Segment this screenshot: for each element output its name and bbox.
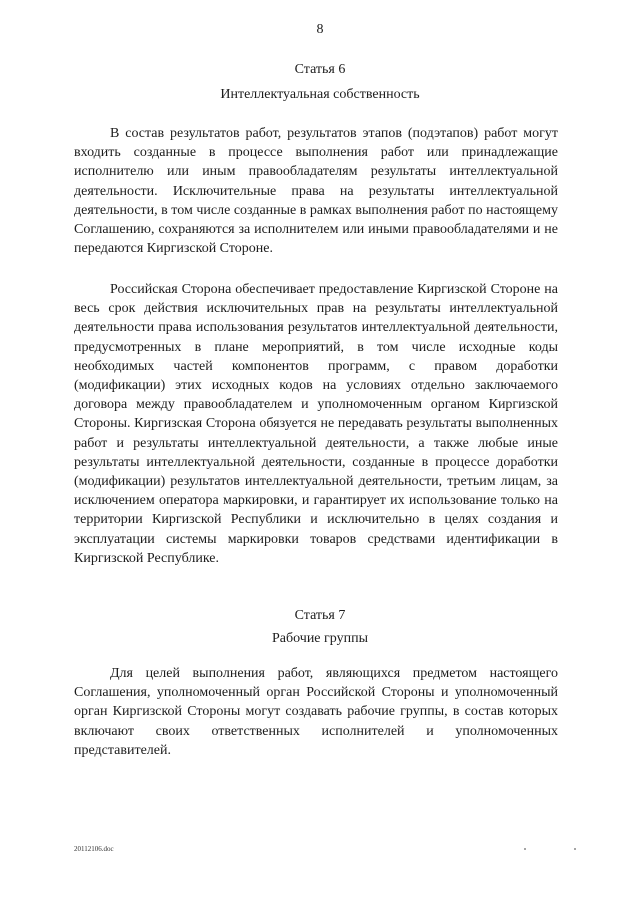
- scan-speck: [574, 848, 576, 850]
- page-number: 8: [316, 22, 324, 37]
- article-6-paragraph-1: В состав результатов работ, результатов этапов (подэтапов) работ могут входить созданные в процессе выполнения работ или принадлежащие исполнителю или иным правообладателям результаты интеллектуальной деятельности. Исключительные права на результаты интеллектуальной деятельности, в том числе созданные в рамках выполнения работ по настоящему Соглашению, сохраняются за исполнителем или иными правообладателями и не передаются Киргизской Стороне.: [74, 126, 558, 257]
- article-7-title: Рабочие группы: [272, 631, 368, 646]
- article-6-heading: Статья 6: [294, 62, 346, 77]
- article-6-title: Интеллектуальная собственность: [220, 87, 420, 102]
- scan-speck: [524, 848, 526, 850]
- article-6-paragraph-2: Российская Сторона обеспечивает предоставление Киргизской Стороне на весь срок действия исключительных прав на результаты интеллектуальной деятельности права использования результатов интеллектуальной деятельности, предусмотренных в плане мероприятий, в том числе исходные коды необходимых частей компонентов программ, с правом доработки (модификации) этих исходных кодов на условиях отдельно заключаемого договора между правообладателем и уполномоченным органом Киргизской Стороны. Киргизская Сторона обязуется не передавать результаты выполненных работ и результаты интеллектуальной деятельности, а также любые иные результаты интеллектуальной деятельности, созданные в процессе доработки (модификации) результатов интеллектуальной деятельности, третьим лицам, за исключением оператора маркировки, и гарантирует их использование только на территории Киргизской Республики и исключительно в целях создания и эксплуатации системы маркировки товаров средствами идентификации в Киргизской Республике.: [74, 282, 558, 566]
- footer-filename: 20112106.doc: [74, 845, 114, 853]
- article-7-heading: Статья 7: [294, 608, 346, 623]
- article-7-paragraph-1: Для целей выполнения работ, являющихся предметом настоящего Соглашения, уполномоченный орган Российской Стороны и уполномоченный орган Киргизской Стороны могут создавать рабочие группы, в состав которых включают своих ответственных исполнителей и уполномоченных представителей.: [74, 666, 558, 758]
